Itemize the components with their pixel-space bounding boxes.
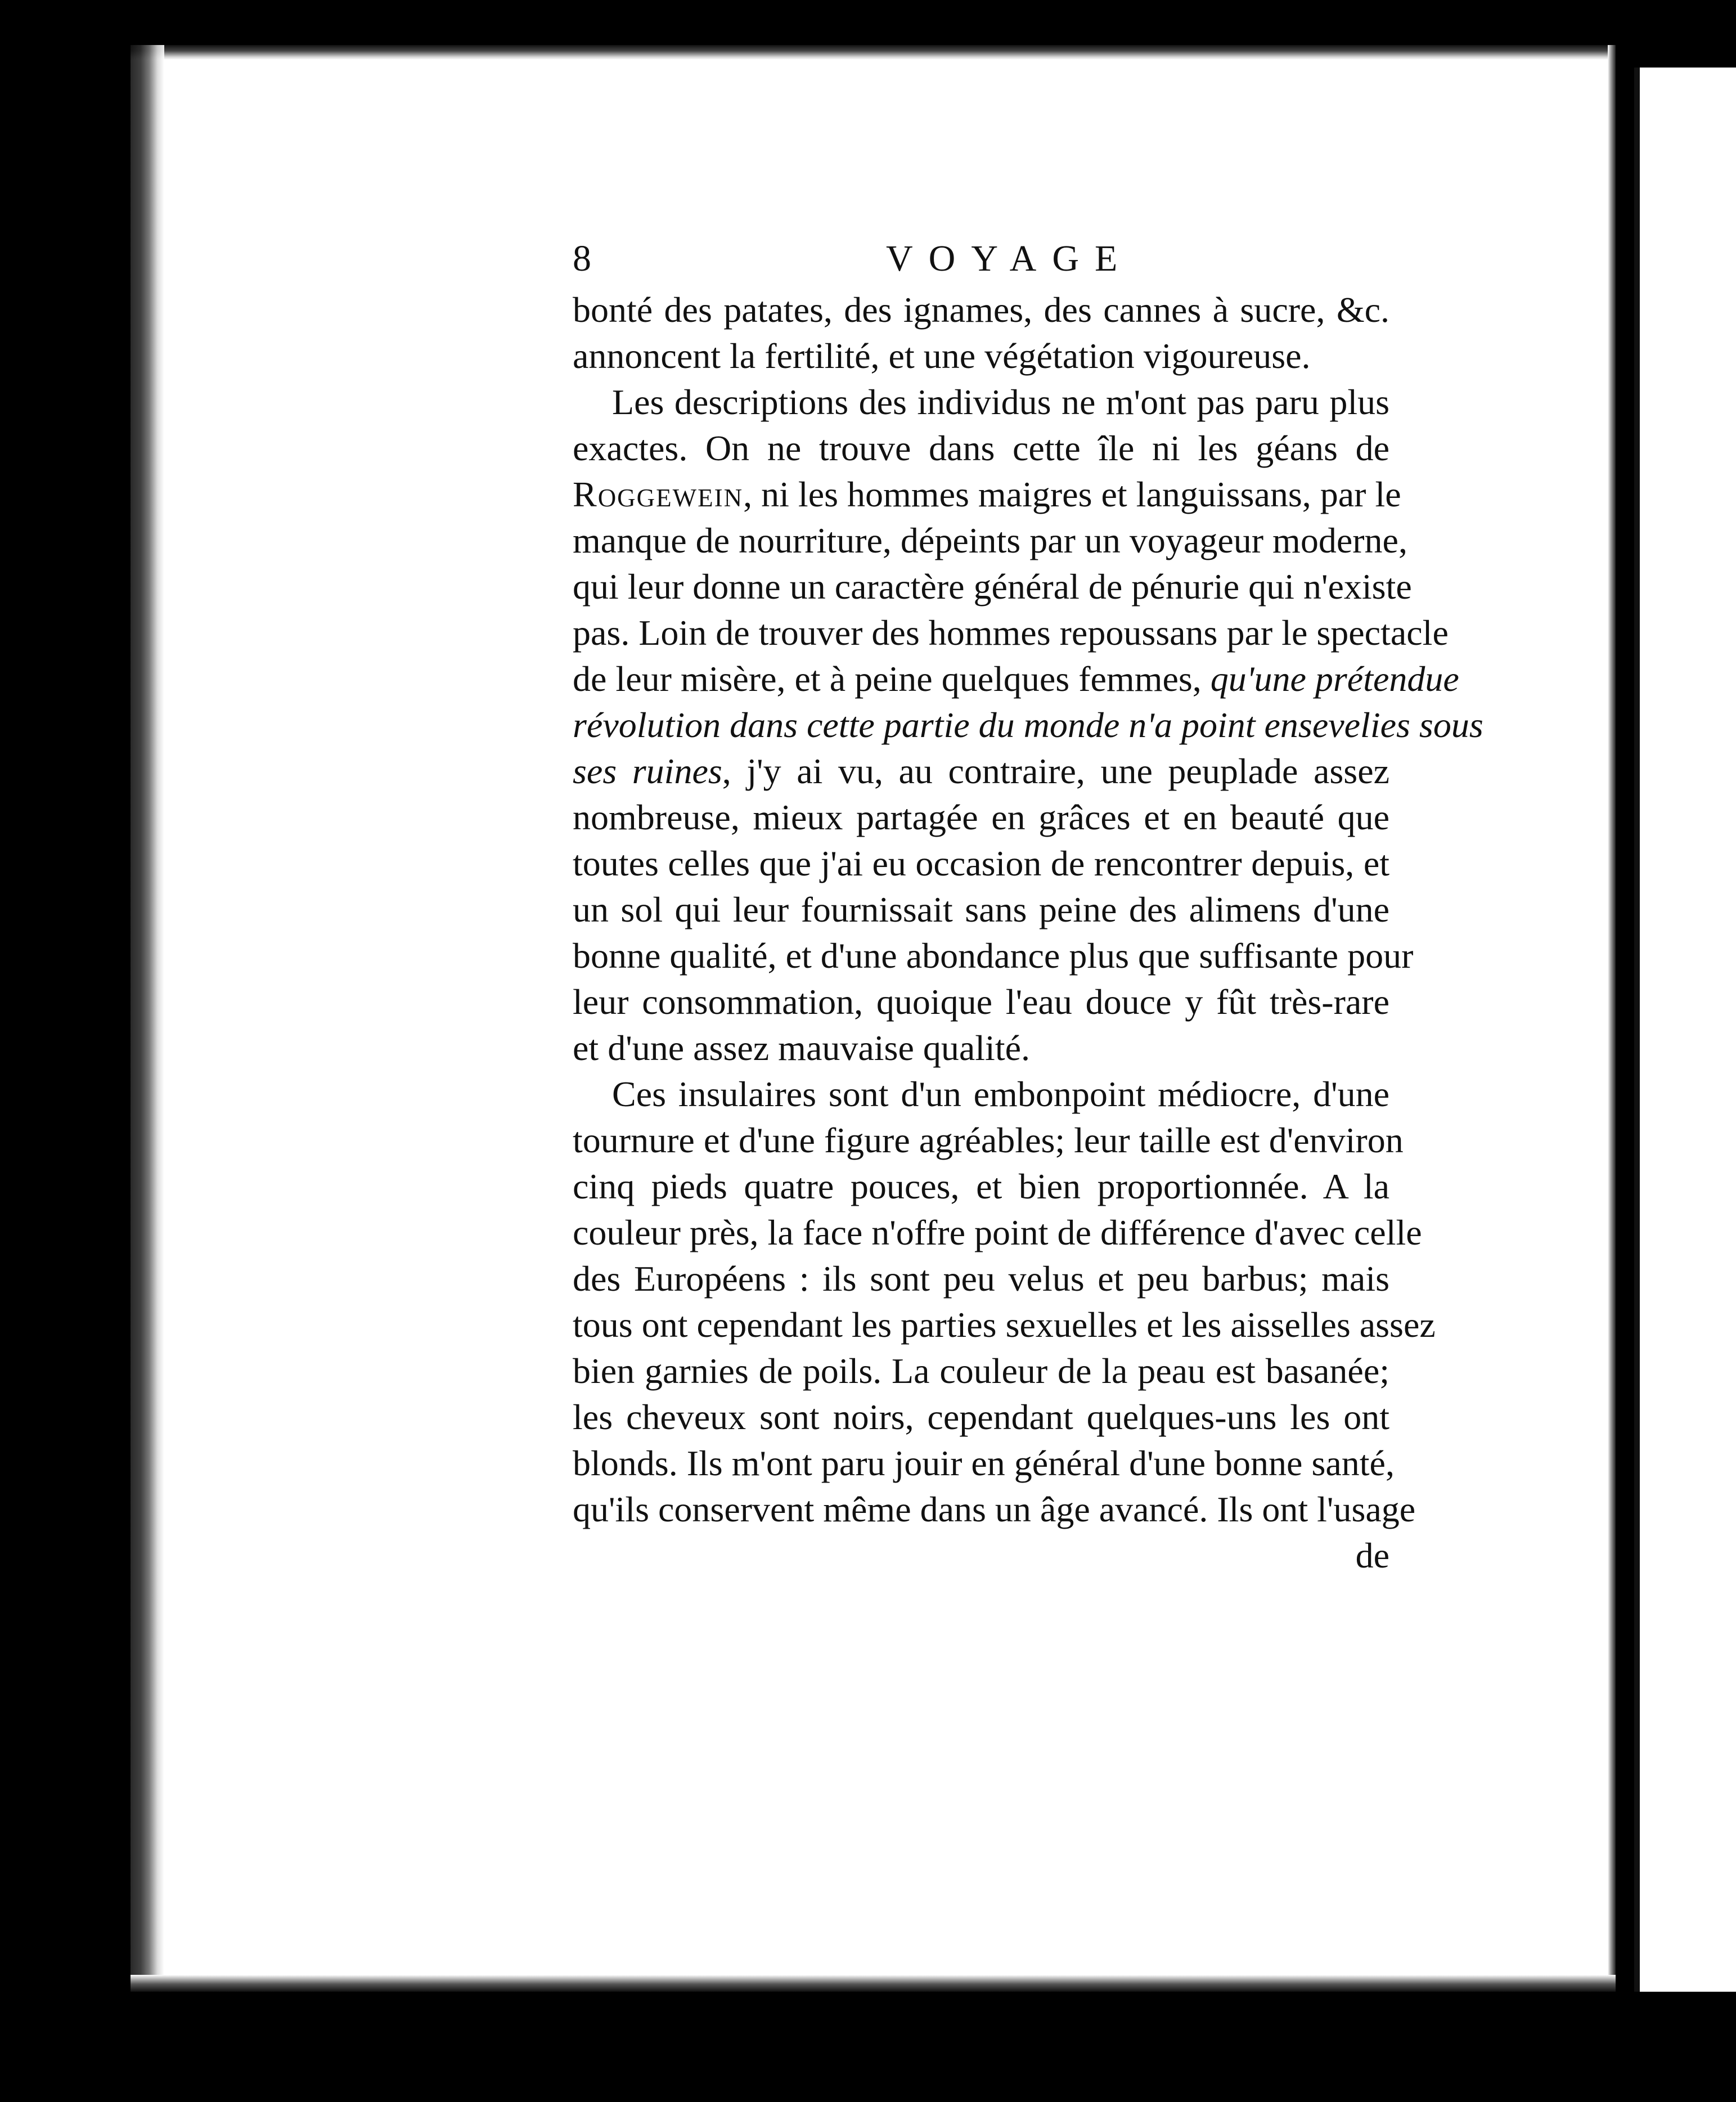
- text-line: [573, 1071, 1389, 1117]
- text-run: cinq pieds quatre pouces, et bien proportionnée. A la: [573, 1166, 1389, 1206]
- text-run: et d'une assez mauvaise qualité.: [573, 1028, 1030, 1068]
- running-title: VOYAGE: [886, 238, 1134, 279]
- text-line: [573, 1394, 1389, 1440]
- text-line: [573, 979, 1389, 1025]
- text-run: annoncent la fertilité, et une végétation vigoureuse.: [573, 336, 1311, 376]
- text-run: de leur misère, et à peine quelques femmes,: [573, 659, 1211, 699]
- text-line: [573, 518, 1407, 564]
- text-line: [573, 887, 1389, 933]
- page-top-edge: [131, 45, 1616, 60]
- text-run: exactes. On ne trouve dans cette île ni les géans de: [573, 428, 1389, 468]
- text-run: qu'une prétendue: [1210, 659, 1459, 699]
- text-run: ses ruines: [573, 751, 722, 791]
- text-run: bonne qualité, et d'une abondance plus que suffisante pour: [573, 936, 1414, 976]
- page-right-edge: [1608, 45, 1616, 1992]
- text-line: [573, 610, 1449, 656]
- text-line: [573, 702, 1483, 748]
- text-line: [573, 794, 1389, 841]
- text-run: de: [1355, 1535, 1389, 1575]
- page-bottom-edge: [131, 1975, 1616, 1992]
- text-run: qu'ils conservent même dans un âge avancé. Ils ont l'usage: [573, 1489, 1416, 1529]
- text-line: [573, 287, 1389, 333]
- text-line: [573, 1440, 1395, 1486]
- text-line: [573, 1348, 1389, 1394]
- text-line: [573, 748, 1389, 794]
- text-line: [573, 933, 1414, 979]
- text-line: [573, 1533, 1389, 1579]
- text-line: [573, 841, 1389, 887]
- text-line: [573, 1164, 1389, 1210]
- facing-page-edge: [1634, 68, 1736, 1992]
- text-run: pas. Loin de trouver des hommes repoussans par le spectacle: [573, 613, 1449, 653]
- text-run: des Européens : ils sont peu velus et peu barbus; mais: [573, 1259, 1389, 1299]
- page-binding-edge: [131, 45, 164, 1992]
- text-line: [573, 1117, 1404, 1164]
- text-line: [573, 425, 1389, 471]
- text-run: tournure et d'une figure agréables; leur taille est d'environ: [573, 1120, 1404, 1160]
- text-run: , j'y ai vu, au contraire, une peuplade assez: [722, 751, 1390, 791]
- text-line: [573, 471, 1401, 518]
- text-run: blonds. Ils m'ont paru jouir en général d'une bonne santé,: [573, 1443, 1395, 1483]
- text-run: bien garnies de poils. La couleur de la peau est basanée;: [573, 1351, 1389, 1391]
- text-line: [573, 1256, 1389, 1302]
- text-line: [573, 656, 1459, 702]
- text-run: tous ont cependant les parties sexuelles et les aisselles assez: [573, 1305, 1436, 1345]
- text-run: Ces insulaires sont d'un embonpoint médiocre, d'une: [612, 1074, 1389, 1114]
- text-run: couleur près, la face n'offre point de différence d'avec celle: [573, 1212, 1422, 1252]
- text-run: manque de nourriture, dépeints par un voyageur moderne,: [573, 520, 1407, 560]
- text-line: [573, 564, 1412, 610]
- text-run: un sol qui leur fournissait sans peine des alimens d'une: [573, 890, 1389, 929]
- text-line: [573, 333, 1389, 379]
- text-run: , ni les hommes maigres et languissans, par le: [743, 474, 1401, 514]
- running-head: [573, 233, 1416, 284]
- text-run: nombreuse, mieux partagée en grâces et en beauté que: [573, 797, 1389, 837]
- text-run: les cheveux sont noirs, cependant quelques-uns les ont: [573, 1397, 1389, 1437]
- text-run: qui leur donne un caractère général de pénurie qui n'existe: [573, 567, 1412, 607]
- text-line: [573, 1486, 1416, 1533]
- page-number: 8: [573, 238, 591, 279]
- text-run: révolution dans cette partie du monde n'a point ensevelies sous: [573, 705, 1483, 745]
- text-run: Roggewein: [573, 474, 744, 514]
- text-line: [573, 379, 1389, 425]
- text-run: Les descriptions des individus ne m'ont pas paru plus: [612, 382, 1389, 422]
- text-line: [573, 1302, 1436, 1348]
- text-line: [573, 1210, 1422, 1256]
- text-line: [573, 1025, 1389, 1071]
- text-run: leur consommation, quoique l'eau douce y fût très-rare: [573, 982, 1389, 1022]
- text-run: toutes celles que j'ai eu occasion de rencontrer depuis, et: [573, 843, 1389, 883]
- text-run: bonté des patates, des ignames, des cannes à sucre, &c.: [573, 290, 1389, 330]
- body-text: [573, 287, 1483, 1579]
